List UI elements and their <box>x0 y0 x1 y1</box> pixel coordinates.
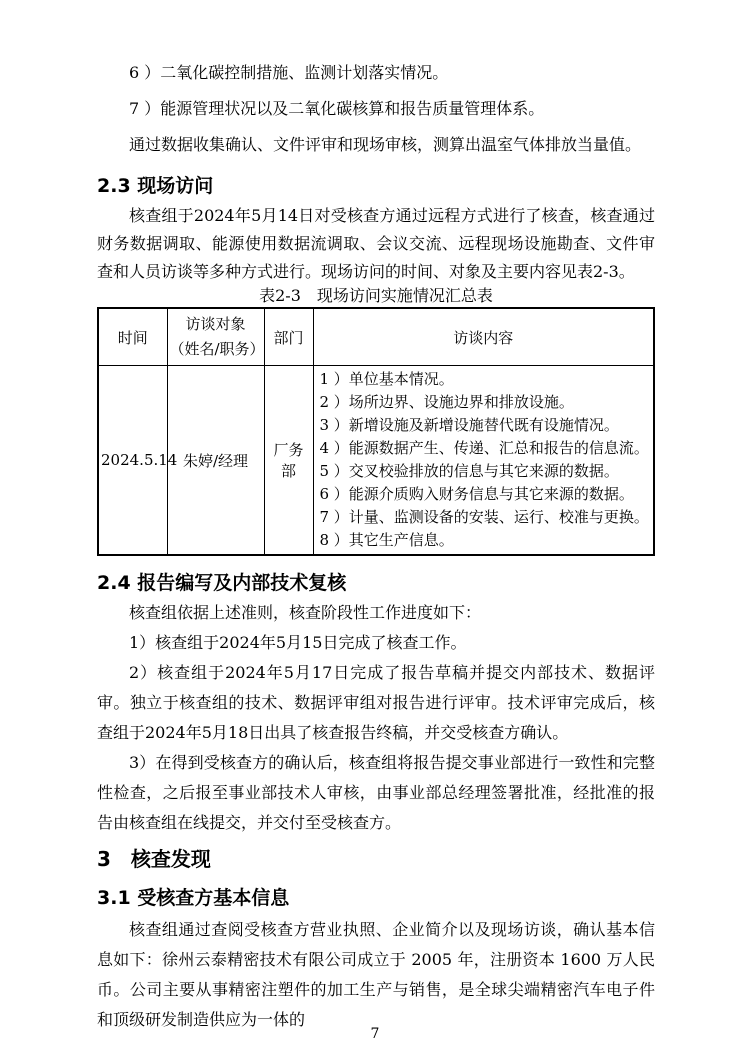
interview-content-item: 6 ）能源介质购入财务信息与其它来源的数据。 <box>319 485 634 503</box>
section-3-1-heading: 3.1 受核查方基本信息 <box>97 887 290 909</box>
cell-interview-content <box>313 366 654 556</box>
section-2-4-heading: 2.4 报告编写及内部技术复核 <box>97 572 347 594</box>
interview-content-item: 5 ）交叉校验排放的信息与其它来源的数据。 <box>319 462 619 480</box>
intro-list-item-7: 7 ）能源管理状况以及二氧化碳核算和报告质量管理体系。 <box>129 99 545 118</box>
cell-interviewee: 朱婷/经理 <box>167 366 264 556</box>
interview-content-item: 4 ）能源数据产生、传递、汇总和报告的信息流。 <box>319 439 649 457</box>
page-number: 7 <box>370 1026 380 1042</box>
section-3-heading: 3 核查发现 <box>97 847 211 871</box>
table-header-content: 访谈内容 <box>313 308 654 366</box>
site-visit-table <box>97 307 655 556</box>
interview-content-item: 3 ）新增设施及新增设施替代既有设施情况。 <box>319 416 619 434</box>
section-2-4-step-2: 2）核查组于2024年5月17日完成了报告草稿并提交内部技术、数据评审。独立于核查组的技术、数据评审组对报告进行评审。技术评审完成后，核查组于2024年5月18日出具了核查报告终稿，并交受核查方确认。 <box>97 663 655 742</box>
section-2-4-step-3: 3）在得到受核查方的确认后，核查组将报告提交事业部进行一致性和完整性检查，之后报至事业部技术人审核，由事业部总经理签署批准，经批准的报告由核查组在线提交，并交付至受核查方。 <box>97 753 655 832</box>
section-3-1-paragraph: 核查组通过查阅受核查方营业执照、企业简介以及现场访谈，确认基本信息如下：徐州云泰精密技术有限公司成立于 2005 年，注册资本 1600 万人民币。公司主要从事精密注塑件的加工生产与销售，是全球尖端精密汽车电子件和顶级研发制造供应为一体的 <box>97 920 655 1029</box>
section-2-3-paragraph: 核查组于2024年5月14日对受核查方通过远程方式进行了核查，核查通过财务数据调取、能源使用数据流调取、会议交流、远程现场设施勘查、文件审查和人员访谈等多种方式进行。现场访问的时间、对象及主要内容见表2-3。 <box>97 206 655 281</box>
table-header-interviewee-line1: 访谈对象 <box>185 315 246 333</box>
table-header-row <box>98 308 654 366</box>
table-2-3-caption: 表2-3 现场访问实施情况汇总表 <box>259 286 493 305</box>
table-header-time: 时间 <box>98 308 167 366</box>
intro-list-item-6: 6 ）二氧化碳控制措施、监测计划落实情况。 <box>129 63 449 82</box>
section-2-4-paragraph-intro: 核查组依据上述准则，核查阶段性工作进度如下： <box>129 603 482 622</box>
section-2-3-heading: 2.3 现场访问 <box>97 175 214 197</box>
interview-content-item: 2 ）场所边界、设施边界和排放设施。 <box>319 393 574 411</box>
section-2-4-step-1: 1）核查组于2024年5月15日完成了核查工作。 <box>129 633 467 652</box>
table-data-row <box>98 366 654 556</box>
cell-department: 厂务部 <box>264 366 313 556</box>
interview-content-item: 1 ）单位基本情况。 <box>319 370 454 388</box>
intro-summary-line: 通过数据收集确认、文件评审和现场审核，测算出温室气体排放当量值。 <box>129 135 642 154</box>
interview-content-item: 7 ）计量、监测设备的安装、运行、校准与更换。 <box>319 508 649 526</box>
cell-visit-time: 2024.5.14 <box>98 366 167 556</box>
section-2-4-body <box>97 598 655 838</box>
table-header-department: 部门 <box>264 308 313 366</box>
interview-content-item: 8 ）其它生产信息。 <box>319 531 454 549</box>
table-header-interviewee <box>167 308 264 366</box>
table-header-interviewee-line2: （姓名/职务） <box>169 340 265 358</box>
